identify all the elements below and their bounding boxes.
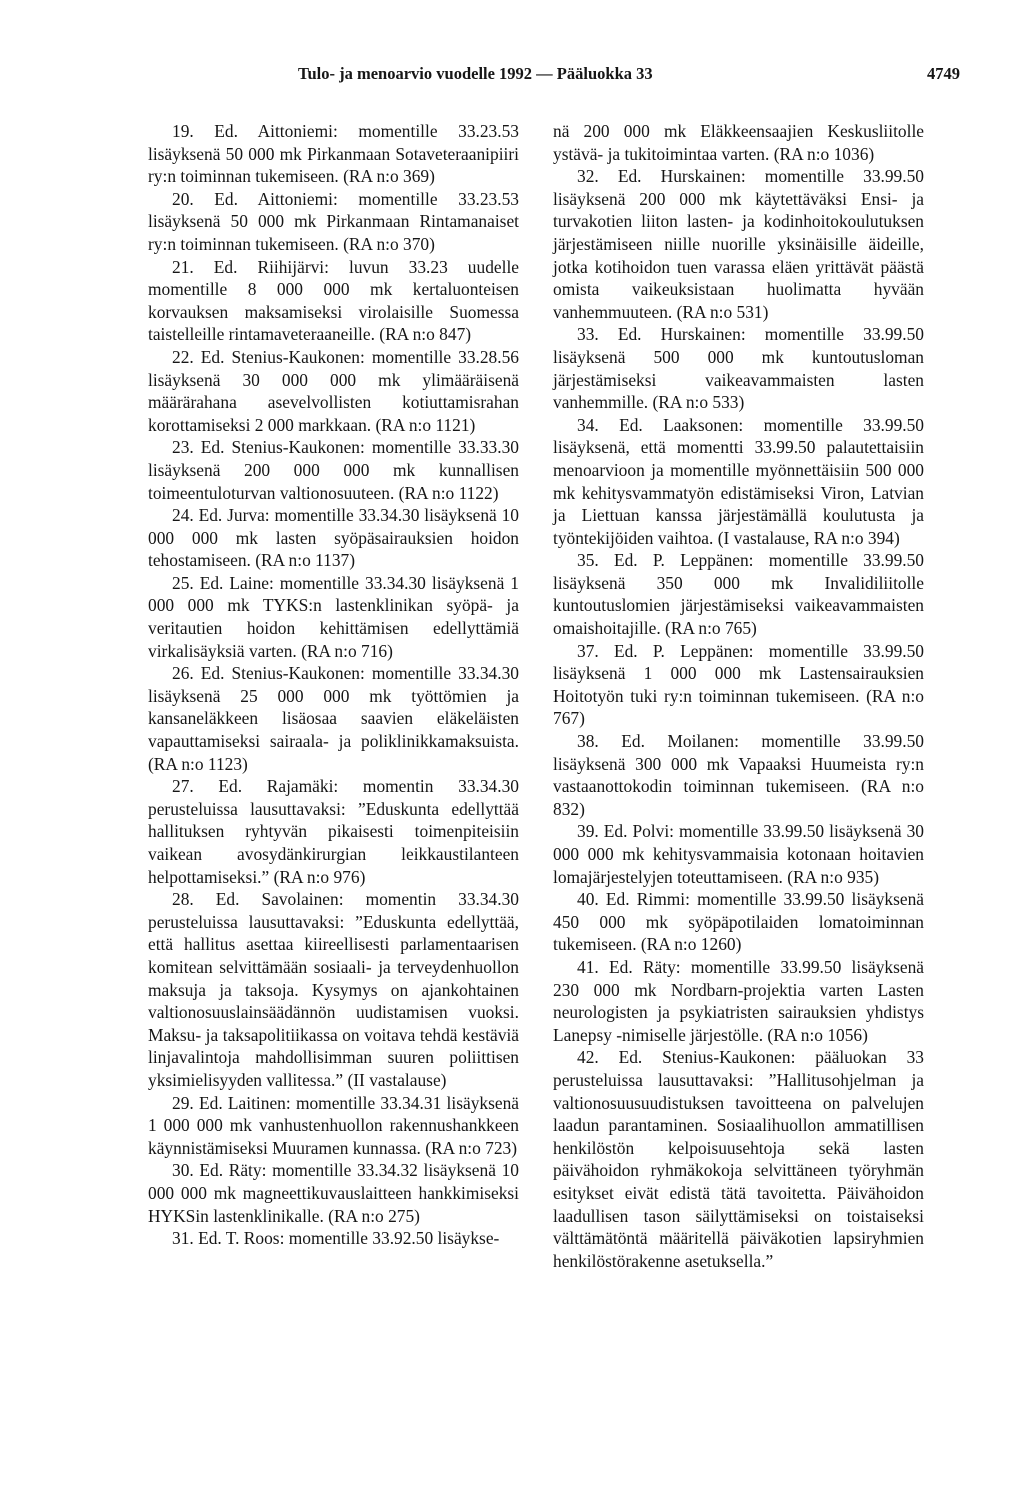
list-item: 24. Ed. Jurva: momentille 33.34.30 lisäyksenä 10 000 000 mk lasten syöpäsairauksien hoidon tehostamiseen. (RA n:o 1137)	[148, 505, 519, 571]
list-item: 35. Ed. P. Leppänen: momentille 33.99.50 lisäyksenä 350 000 mk Invalidiliitolle kuntoutuslomien järjestämiseksi vaikeavammaisten omaishoitajille. (RA n:o 765)	[553, 550, 924, 639]
right-column	[553, 120, 924, 1272]
list-item: nä 200 000 mk Eläkkeensaajien Keskusliitolle ystävä- ja tukitoimintaa varten. (RA n:o 1036)	[553, 121, 924, 164]
running-title: Tulo- ja menoarvio vuodelle 1992 — Pääluokka 33	[298, 64, 653, 83]
page-number: 4749	[927, 64, 960, 83]
list-item: 39. Ed. Polvi: momentille 33.99.50 lisäyksenä 30 000 000 mk kehitysvammaisia kotonaan hoitavien lomajärjestelyjen toteuttamiseen. (RA n:o 935)	[553, 821, 924, 887]
list-item: 30. Ed. Räty: momentille 33.34.32 lisäyksenä 10 000 000 mk magneettikuvauslaitteen hankkimiseksi HYKSin lastenklinikalle. (RA n:o 275)	[148, 1160, 519, 1226]
page-header	[120, 64, 960, 88]
list-item: 38. Ed. Moilanen: momentille 33.99.50 lisäyksenä 300 000 mk Vapaaksi Huumeista ry:n vastaanottokodin toiminnan tukemiseen. (RA n:o 832)	[553, 731, 924, 819]
list-item: 29. Ed. Laitinen: momentille 33.34.31 lisäyksenä 1 000 000 mk vanhustenhuollon rakennushankkeen käynnistämiseksi Muuramen kunnassa. (RA n:o 723)	[148, 1092, 519, 1158]
list-item: 26. Ed. Stenius-Kaukonen: momentille 33.34.30 lisäyksenä 25 000 000 mk työttömien ja kansaneläkkeen lisäosaa saavien eläkeläisten vapauttamiseksi sairaala- ja poliklinikkamaksuista. (RA n:o 1123)	[148, 663, 519, 774]
list-item: 20. Ed. Aittoniemi: momentille 33.23.53 lisäyksenä 50 000 mk Pirkanmaan Rintamanaiset ry:n toiminnan tukemiseen. (RA n:o 370)	[148, 188, 519, 254]
list-item: 41. Ed. Räty: momentille 33.99.50 lisäyksenä 230 000 mk Nordbarn-projektia varten Lasten neurologisten ja psykiatristen sairauksien yhdistys Lanepsy -nimiselle järjestölle. (RA n:o 1056)	[553, 956, 924, 1045]
list-item: 32. Ed. Hurskainen: momentille 33.99.50 lisäyksenä 200 000 mk käytettäväksi Ensi- ja turvakotien liiton lasten- ja kodinhoitokoulutuksen järjestämiseen niille nuorille yksinäisille äideille, jotka kotihoidon tuen varassa eläen yrittävät päästä omista vaikeuksistaan huolimatta hyvään vanhemmuuteen. (RA n:o 531)	[553, 166, 924, 322]
list-item: 31. Ed. T. Roos: momentille 33.92.50 lisäykse-	[172, 1228, 500, 1249]
list-item: 25. Ed. Laine: momentille 33.34.30 lisäyksenä 1 000 000 mk TYKS:n lastenklinikan syöpä- ja veritautien hoidon kehittämisen edellyttämiä virkalisäyksiä varten. (RA n:o 716)	[148, 572, 519, 661]
list-item: 40. Ed. Rimmi: momentille 33.99.50 lisäyksenä 450 000 mk syöpäpotilaiden lomatoiminnan tukemiseen. (RA n:o 1260)	[553, 889, 924, 955]
list-item: 23. Ed. Stenius-Kaukonen: momentille 33.33.30 lisäyksenä 200 000 000 mk kunnallisen toimeentuloturvan valtionosuuteen. (RA n:o 1122)	[148, 437, 519, 503]
list-item: 21. Ed. Riihijärvi: luvun 33.23 uudelle momentille 8 000 000 mk kertaluonteisen korvauksen maksamiseksi virolaisille Suomessa taistelleille rintamaveteraaneille. (RA n:o 847)	[148, 256, 519, 345]
list-item: 33. Ed. Hurskainen: momentille 33.99.50 lisäyksenä 500 000 mk kuntoutusloman järjestämiseksi vaikeavammaisten lasten vanhemmille. (RA n:o 533)	[553, 324, 924, 413]
list-item: 19. Ed. Aittoniemi: momentille 33.23.53 lisäyksenä 50 000 mk Pirkanmaan Sotaveteraanipiiri ry:n toiminnan tukemiseen. (RA n:o 369)	[148, 121, 519, 187]
list-item: 28. Ed. Savolainen: momentin 33.34.30 perusteluissa lausuttavaksi: ”Eduskunta edellyttää, että hallitus asettaa kiireellisesti parlamentaarisen komitean selvittämään sosiaali- ja terveydenhuollon maksuja ja taksoja. Kysymys on ajankohtainen valtionosuuslainsäädännön uudistamisen vuoksi. Maksu- ja taksapolitiikassa on voitava tehdä kestäviä linjavalintoja mahdollisimman suuren poliittisen yksimielisyyden vallitessa.” (II vastalause)	[148, 889, 519, 1090]
list-item: 42. Ed. Stenius-Kaukonen: pääluokan 33 perusteluissa lausuttavaksi: ”Hallitusohjelman ja valtionosuusuudistuksen tavoitteena on palvelujen laadun parantaminen. Sosiaalihuollon ammatillisen henkilöstön kelpoisuusehtoja sekä lasten päivähoidon ryhmäkokoja selvittäneen työryhmän esitykset eivät edistä tätä tavoitetta. Päivähoidon laadullisen tason säilyttämiseksi on toistaiseksi välttämätöntä määritellä päiväkotien lapsiryhmien henkilöstörakenne asetuksella.”	[553, 1047, 924, 1271]
left-column	[148, 120, 519, 1250]
list-item: 27. Ed. Rajamäki: momentin 33.34.30 perusteluissa lausuttavaksi: ”Eduskunta edellyttää hallituksen ryhtyvän pikaisesti toimenpiteisiin vaikean avosydänkirurgian leikkaustilanteen helpottamiseksi.” (RA n:o 976)	[148, 776, 519, 887]
list-item: 22. Ed. Stenius-Kaukonen: momentille 33.28.56 lisäyksenä 30 000 000 mk ylimääräisenä määrärahana asevelvollisten kotiuttamisrahan korottamiseksi 2 000 markkaan. (RA n:o 1121)	[148, 346, 519, 435]
list-item: 37. Ed. P. Leppänen: momentille 33.99.50 lisäyksenä 1 000 000 mk Lastensairauksien Hoitotyön tuki ry:n toiminnan tukemiseen. (RA n:o 767)	[553, 640, 924, 729]
list-item: 34. Ed. Laaksonen: momentille 33.99.50 lisäyksenä, että momentti 33.99.50 palautettaisiin menoarvioon ja momentille myönnettäisiin 500 000 mk kehitysvammatyön edistämiseksi Viron, Latvian ja Liettuan kanssa järjestämällä koulutusta ja työntekijöiden vaihtoa. (I vastalause, RA n:o 394)	[553, 414, 924, 548]
